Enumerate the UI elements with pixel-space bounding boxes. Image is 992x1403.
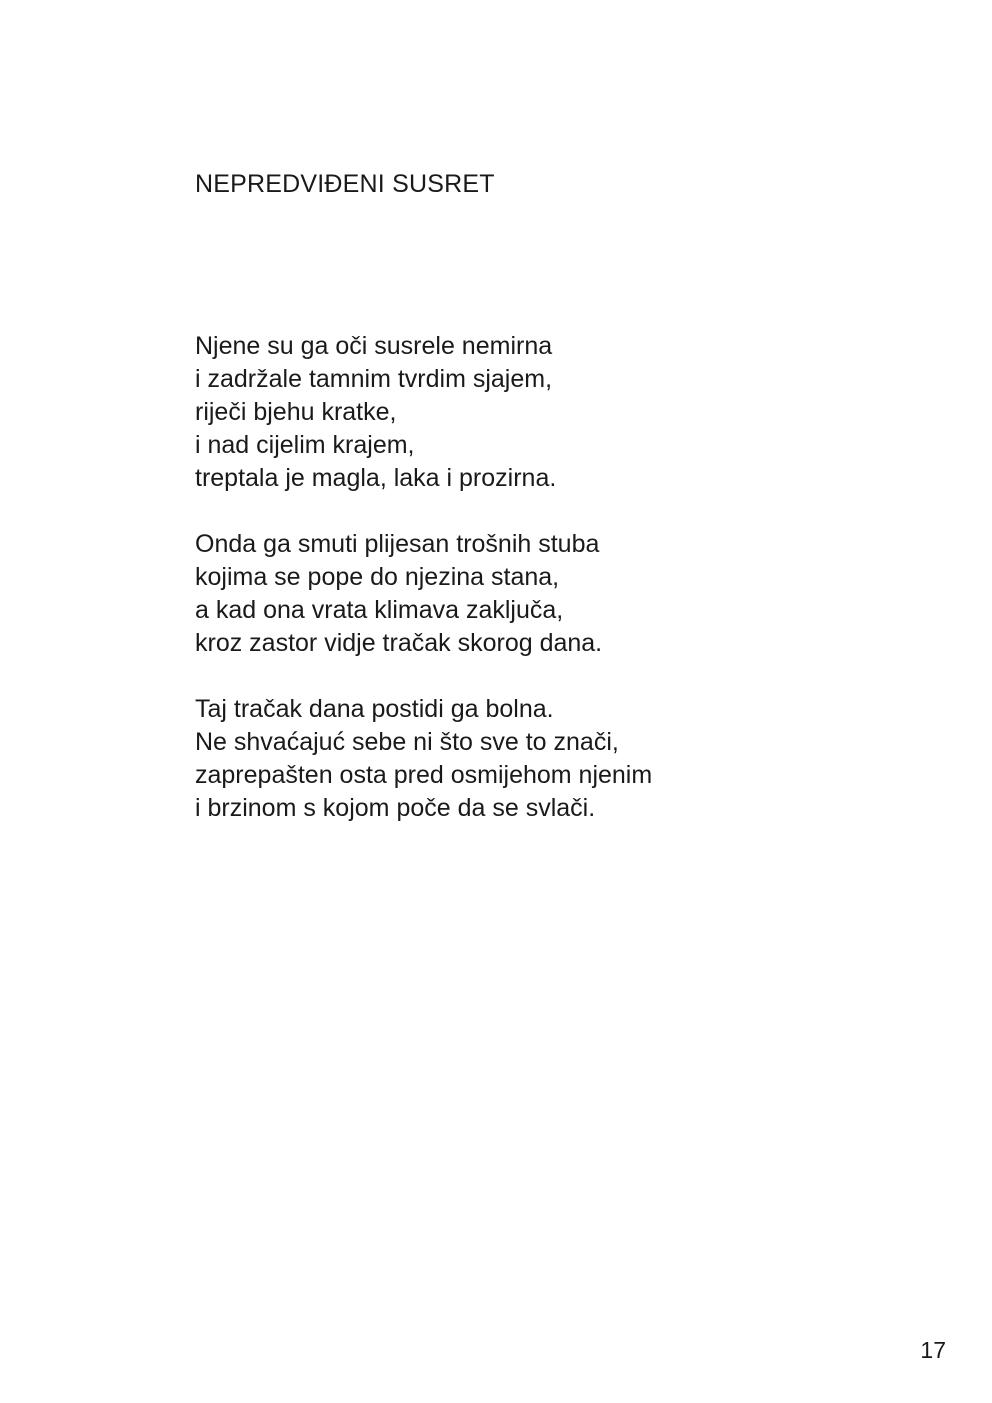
poem-line: Taj tračak dana postidi ga bolna. [195, 695, 554, 723]
poem-line: kroz zastor vidje tračak skorog dana. [195, 629, 603, 657]
poem-line: riječi bjehu kratke, [195, 398, 397, 426]
poem-line: kojima se pope do njezina stana, [195, 563, 560, 591]
poem-line: i brzinom s kojom poče da se svlači. [195, 794, 596, 822]
stanza-3 [195, 693, 835, 825]
poem-line: zaprepašten osta pred osmijehom njenim [195, 761, 653, 789]
poem-title: NEPREDVIĐENI SUSRET [195, 170, 495, 198]
poem-body [195, 330, 835, 858]
poem-line: i zadržale tamnim tvrdim sjajem, [195, 365, 553, 393]
stanza-2 [195, 528, 835, 660]
page-number: 17 [920, 1337, 946, 1363]
poem-line: Njene su ga oči susrele nemirna [195, 332, 553, 360]
poem-line: treptala je magla, laka i prozirna. [195, 464, 557, 492]
poem-line: Ne shvaćajuć sebe ni što sve to znači, [195, 728, 619, 756]
poem-line: a kad ona vrata klimava zaključa, [195, 596, 564, 624]
poem-line: Onda ga smuti plijesan trošnih stuba [195, 530, 600, 558]
poem-line: i nad cijelim krajem, [195, 431, 415, 459]
stanza-1 [195, 330, 835, 495]
